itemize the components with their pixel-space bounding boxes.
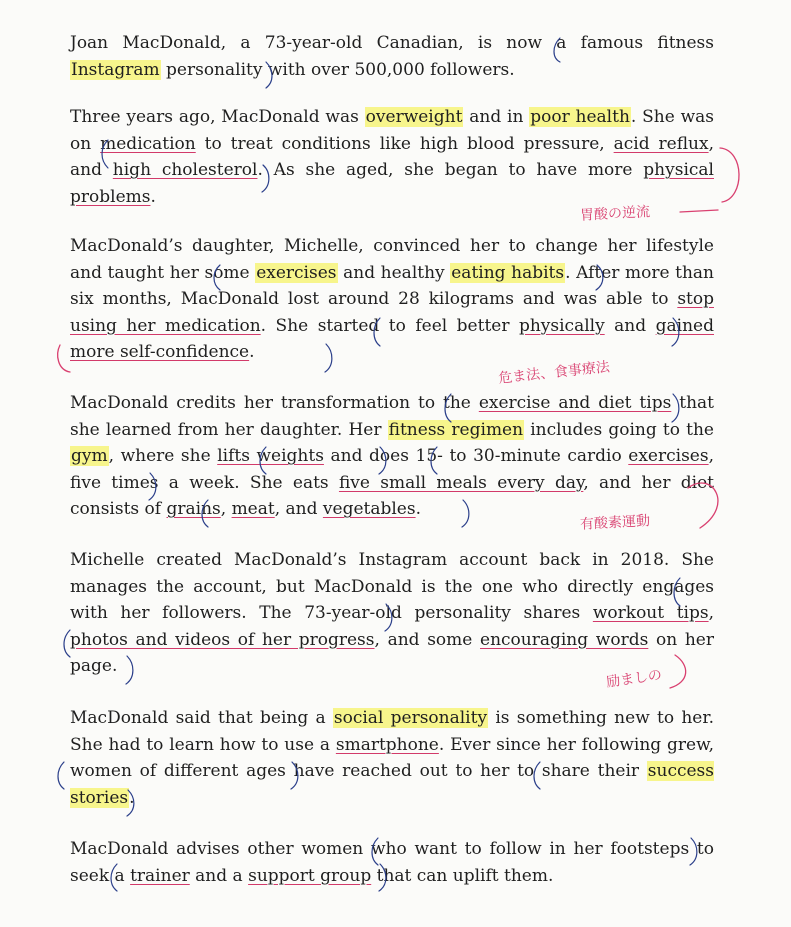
text: MacDonald said that being a — [70, 708, 333, 728]
text: , — [220, 499, 232, 519]
text: , and — [70, 133, 714, 180]
text: . — [249, 342, 255, 362]
parenthesis-mark — [58, 762, 64, 789]
handwritten-note: 有酸素運動 — [579, 513, 651, 533]
text: MacDonald credits her transformation to the — [70, 393, 479, 413]
underlined-term: grains — [166, 499, 221, 519]
paragraph-4 — [70, 390, 714, 523]
text: . Ever since her following grew, women of different ages have reached out to her to share their — [70, 734, 715, 781]
text: and in — [463, 107, 530, 127]
text: . — [129, 787, 135, 808]
highlighted-term: poor health — [530, 107, 630, 127]
text: Michelle created MacDonald’s Instagram account back in 2018. She manages the account, but MacDonald is the one who directly engages with her followers. The 73-year-old personality shares — [70, 550, 714, 623]
paragraph-2 — [70, 104, 714, 210]
underlined-term: support group — [248, 865, 372, 886]
text: , where she — [108, 446, 218, 466]
text: and does 15- to 30-minute cardio — [323, 446, 629, 466]
underlined-term: lifts weights — [217, 446, 324, 466]
underlined-term: physically — [518, 315, 605, 336]
highlighted-term: eating habits — [451, 262, 565, 283]
handwritten-note: 胃酸の逆流 — [579, 204, 651, 224]
text: , — [708, 603, 714, 623]
text: and — [604, 315, 656, 336]
handwritten-note: 励ましの — [605, 667, 663, 691]
underlined-term: exercise and diet tips — [478, 393, 672, 413]
text: . — [150, 186, 156, 207]
highlighted-term: overweight — [365, 107, 463, 127]
underlined-term: high cholesterol — [112, 160, 258, 180]
text: that can uplift them. — [371, 865, 554, 886]
text: , and — [274, 499, 323, 519]
text: , five times a week. She eats — [70, 446, 714, 493]
highlighted-term: exercises — [256, 262, 337, 283]
paragraph-6 — [70, 705, 714, 811]
text: . As she aged, she began to have more — [257, 160, 644, 180]
text: . — [415, 499, 421, 519]
paragraph-7 — [70, 836, 714, 889]
highlighted-term: social personality — [333, 708, 488, 728]
text: personality with over 500,000 followers. — [160, 59, 515, 80]
text: that she learned from her daughter. Her — [70, 393, 715, 440]
underlined-term: photos and videos of her progress — [70, 629, 375, 650]
text: . After more than six months, MacDonald lost around 28 kilograms and was able to — [70, 262, 714, 309]
text: includes going to the — [524, 419, 714, 440]
underlined-term: acid reflux — [613, 133, 709, 154]
paragraph-3 — [70, 233, 714, 366]
paragraph-1 — [70, 30, 714, 83]
handwritten-note: 危ま法、食事療法 — [497, 359, 611, 387]
underlined-term: five small meals every day — [338, 472, 584, 493]
underlined-term: smartphone — [335, 734, 439, 755]
highlighted-term: gym — [71, 446, 108, 466]
text: on her page. — [70, 629, 714, 676]
highlighted-term: success stories — [70, 761, 714, 808]
paragraph-5 — [70, 547, 714, 680]
text: MacDonald advises other women who want to follow in her footsteps to seek a — [70, 839, 714, 886]
text: MacDonald’s daughter, Michelle, convinced her to change her lifestyle and taught her some — [70, 236, 714, 283]
underlined-term: exercises — [628, 446, 709, 466]
underlined-term: stop using her medication — [70, 289, 714, 336]
text: , and her diet consists of — [70, 472, 714, 519]
bracket-curve — [720, 148, 739, 202]
underlined-term: meat — [231, 499, 275, 519]
underlined-term: trainer — [130, 865, 190, 886]
text: to treat conditions like high blood pressure, — [195, 133, 614, 154]
text: Joan MacDonald, a 73-year-old Canadian, is now a famous fitness — [70, 33, 714, 53]
underlined-term: encouraging words — [480, 629, 649, 650]
text: is something new to her. She had to learn how to use a — [70, 708, 714, 755]
highlighted-term: fitness regimen — [388, 419, 524, 440]
bracket-curve — [58, 345, 70, 372]
text: . She was on — [70, 107, 714, 154]
underlined-term: medication — [100, 133, 196, 154]
underlined-term: physical problems — [70, 160, 714, 207]
text: and a — [189, 865, 249, 886]
underlined-term: vegetables — [322, 499, 416, 519]
highlighted-term: Instagram — [71, 59, 160, 80]
text: Three years ago, MacDonald was — [70, 107, 365, 127]
text: . She started to feel better — [260, 315, 519, 336]
text: , and some — [374, 629, 481, 650]
underlined-term: gained more self-confidence — [70, 315, 714, 362]
text: and healthy — [337, 262, 451, 283]
underlined-term: workout tips — [592, 603, 709, 623]
arrow-line — [680, 210, 718, 212]
